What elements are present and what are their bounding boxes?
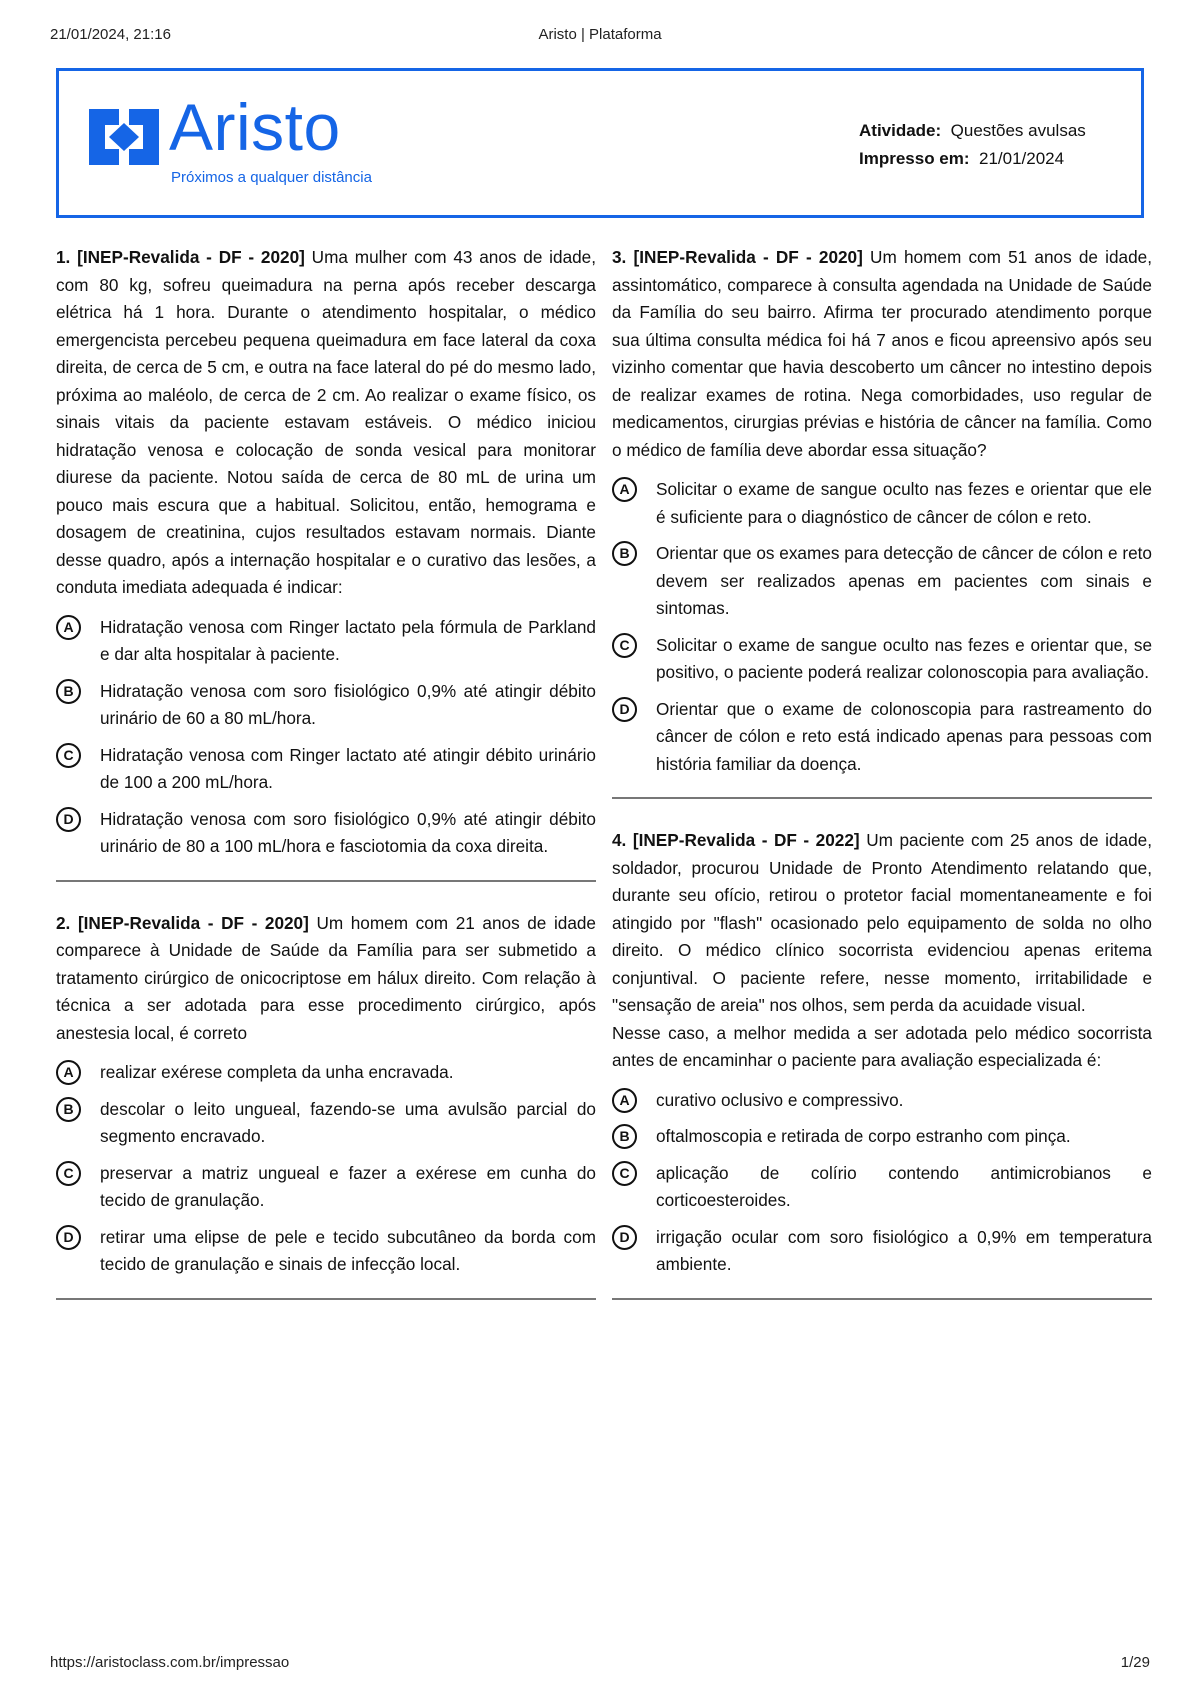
question-1 bbox=[56, 244, 596, 882]
question-number: 1. bbox=[56, 247, 71, 267]
question-3 bbox=[612, 244, 1152, 799]
option-letter-icon: C bbox=[612, 633, 637, 658]
printed-value: 21/01/2024 bbox=[979, 149, 1065, 168]
option-a[interactable] bbox=[612, 1087, 1152, 1115]
print-url: https://aristoclass.com.br/impressao bbox=[50, 1654, 290, 1671]
option-text: Orientar que os exames para detecção de câncer de cólon e reto devem ser realizados apenas em pacientes com sinais e sintomas. bbox=[656, 543, 1152, 618]
option-letter-icon: C bbox=[56, 1161, 81, 1186]
right-column bbox=[612, 244, 1152, 1328]
option-text: Solicitar o exame de sangue oculto nas fezes e orientar que, se positivo, o paciente poderá realizar colonoscopia para avaliação. bbox=[656, 634, 1152, 682]
option-b[interactable] bbox=[56, 1096, 596, 1151]
option-text: aplicação de colírio contendo antimicrobianos e corticoesteroides. bbox=[656, 1162, 1152, 1210]
question-stem: Uma mulher com 43 anos de idade, com 80 kg, sofreu queimadura na perna após receber descarga elétrica há 1 hora. Durante o atendimento hospitalar, o médico emergencista percebeu pequena queimadura em face lateral da coxa direita, de cerca de 5 cm, e outra na face lateral do pé do mesmo lado, próxima ao maléolo, de cerca de 2 cm. Ao realizar o exame físico, os sinais vitais da paciente estavam estáveis. O médico iniciou hidratação venosa e colocação de sonda vesical para monitorar diurese da paciente. Notou saída de cerca de 80 mL de urina um pouco mais escura que a habitual. Solicitou, então, hemograma e dosagem de creatinina, cujos resultados estavam normais. Diante desse quadro, após a internação hospitalar e o curativo das lesões, a conduta imediata adequada é indicar: bbox=[56, 247, 597, 597]
option-a[interactable] bbox=[56, 1059, 596, 1087]
brand-tagline: Próximos a qualquer distância bbox=[171, 169, 372, 186]
question-stem: Um homem com 21 anos de idade comparece à Unidade de Saúde da Família para ser submetido a tratamento cirúrgico de onicocriptose em hálux direito. Com relação à técnica a ser adotada para esse procedimento cirúrgico, após anestesia local, é correto bbox=[56, 912, 596, 1043]
print-title: Aristo | Plataforma bbox=[538, 26, 662, 43]
option-b[interactable] bbox=[612, 1123, 1152, 1151]
activity-meta bbox=[859, 117, 1086, 173]
aristo-logo bbox=[89, 90, 409, 187]
question-4 bbox=[612, 827, 1152, 1300]
option-c[interactable] bbox=[612, 1160, 1152, 1215]
aristo-logo-icon bbox=[89, 105, 159, 169]
question-stem: Um homem com 51 anos de idade, assintomático, comparece à consulta agendada na Unidade de Saúde da Família do seu bairro. Afirma ter procurado atendimento porque sua última consulta médica foi há 7 anos e ficou apreensivo após seu vizinho comentar que havia descoberto um câncer no intestino depois de realizar exames de rotina. Nega comorbidades, uso regular de medicamentos, cirurgias prévias e história de câncer na família. Como o médico de família deve abordar essa situação? bbox=[612, 247, 1152, 460]
option-text: curativo oclusivo e compressivo. bbox=[656, 1089, 904, 1110]
brand-name: Aristo bbox=[169, 90, 341, 164]
left-column bbox=[56, 244, 596, 1328]
option-d[interactable] bbox=[56, 1224, 596, 1279]
header-banner bbox=[56, 68, 1144, 218]
option-letter-icon: A bbox=[612, 1088, 637, 1113]
option-text: preservar a matriz ungueal e fazer a exérese em cunha do tecido de granulação. bbox=[100, 1162, 596, 1210]
option-letter-icon: B bbox=[612, 1124, 637, 1149]
question-number: 2. bbox=[56, 912, 71, 933]
option-b[interactable] bbox=[612, 540, 1152, 623]
option-a[interactable] bbox=[612, 476, 1152, 531]
option-d[interactable] bbox=[612, 696, 1152, 779]
page-number: 1/29 bbox=[1120, 1654, 1150, 1671]
printed-row bbox=[859, 145, 1086, 173]
option-d[interactable] bbox=[612, 1224, 1152, 1279]
option-c[interactable] bbox=[612, 632, 1152, 687]
option-text: retirar uma elipse de pele e tecido subcutâneo da borda com tecido de granulação e sinais de infecção local. bbox=[100, 1226, 596, 1274]
option-text: realizar exérese completa da unha encravada. bbox=[100, 1062, 454, 1082]
activity-row bbox=[859, 117, 1086, 145]
option-d[interactable] bbox=[56, 806, 596, 861]
option-c[interactable] bbox=[56, 1160, 596, 1215]
option-text: Solicitar o exame de sangue oculto nas fezes e orientar que ele é suficiente para o diagnóstico de câncer de cólon e reto. bbox=[656, 479, 1152, 527]
question-text bbox=[612, 244, 1152, 464]
option-letter-icon: C bbox=[612, 1161, 637, 1186]
option-letter-icon: B bbox=[612, 541, 637, 566]
option-text: Hidratação venosa com Ringer lactato até atingir débito urinário de 100 a 200 mL/hora. bbox=[100, 744, 596, 792]
question-number: 4. bbox=[612, 830, 627, 850]
question-source: [INEP-Revalida - DF - 2022] bbox=[632, 830, 860, 850]
option-a[interactable] bbox=[56, 614, 596, 669]
option-text: irrigação ocular com soro fisiológico a 0,9% em temperatura ambiente. bbox=[656, 1226, 1152, 1274]
option-letter-icon: B bbox=[56, 1097, 81, 1122]
question-number: 3. bbox=[612, 247, 627, 267]
question-2 bbox=[56, 910, 596, 1300]
option-text: Hidratação venosa com soro fisiológico 0,9% até atingir débito urinário de 80 a 100 mL/hora e fasciotomia da coxa direita. bbox=[100, 808, 596, 856]
option-letter-icon: A bbox=[56, 1060, 81, 1085]
question-source: [INEP-Revalida - DF - 2020] bbox=[77, 247, 305, 267]
printed-label: Impresso em: bbox=[859, 149, 970, 168]
print-date: 21/01/2024, 21:16 bbox=[50, 26, 171, 43]
option-letter-icon: A bbox=[56, 615, 81, 640]
option-text: descolar o leito ungueal, fazendo-se uma avulsão parcial do segmento encravado. bbox=[100, 1098, 596, 1146]
question-source: [INEP-Revalida - DF - 2020] bbox=[77, 912, 309, 933]
question-text-continued: Nesse caso, a melhor medida a ser adotada pelo médico socorrista antes de encaminhar o paciente para avaliação especializada é: bbox=[612, 1022, 1152, 1070]
option-text: Orientar que o exame de colonoscopia para rastreamento do câncer de cólon e reto está indicado apenas para pessoas com história familiar da doença. bbox=[656, 698, 1152, 774]
print-header bbox=[50, 26, 1150, 50]
print-footer bbox=[50, 1654, 1150, 1676]
question-text bbox=[56, 244, 596, 602]
question-text bbox=[612, 827, 1152, 1020]
question-source: [INEP-Revalida - DF - 2020] bbox=[633, 247, 863, 267]
option-letter-icon: D bbox=[56, 1225, 81, 1250]
option-text: Hidratação venosa com Ringer lactato pela fórmula de Parkland e dar alta hospitalar à paciente. bbox=[100, 616, 596, 664]
option-letter-icon: D bbox=[56, 807, 81, 832]
option-text: oftalmoscopia e retirada de corpo estranho com pinça. bbox=[656, 1126, 1071, 1146]
option-letter-icon: B bbox=[56, 679, 81, 704]
option-letter-icon: C bbox=[56, 743, 81, 768]
activity-value: Questões avulsas bbox=[950, 121, 1086, 140]
option-letter-icon: D bbox=[612, 1225, 637, 1250]
question-stem: Um paciente com 25 anos de idade, soldador, procurou Unidade de Pronto Atendimento relatando que, durante seu ofício, retirou o protetor facial momentaneamente e foi atingido por "flash" ocasionado pelo equipamento de solda no olho direito. O médico clínico socorrista evidenciou apenas eritema conjuntival. O paciente refere, nesse momento, irritabilidade e "sensação de areia" nos olhos, sem perda da acuidade visual. bbox=[612, 830, 1152, 1015]
option-c[interactable] bbox=[56, 742, 596, 797]
activity-label: Atividade: bbox=[859, 121, 942, 140]
option-letter-icon: D bbox=[612, 697, 637, 722]
question-text bbox=[56, 910, 596, 1048]
option-b[interactable] bbox=[56, 678, 596, 733]
option-letter-icon: A bbox=[612, 477, 637, 502]
option-text: Hidratação venosa com soro fisiológico 0,9% até atingir débito urinário de 60 a 80 mL/hora. bbox=[100, 680, 596, 728]
